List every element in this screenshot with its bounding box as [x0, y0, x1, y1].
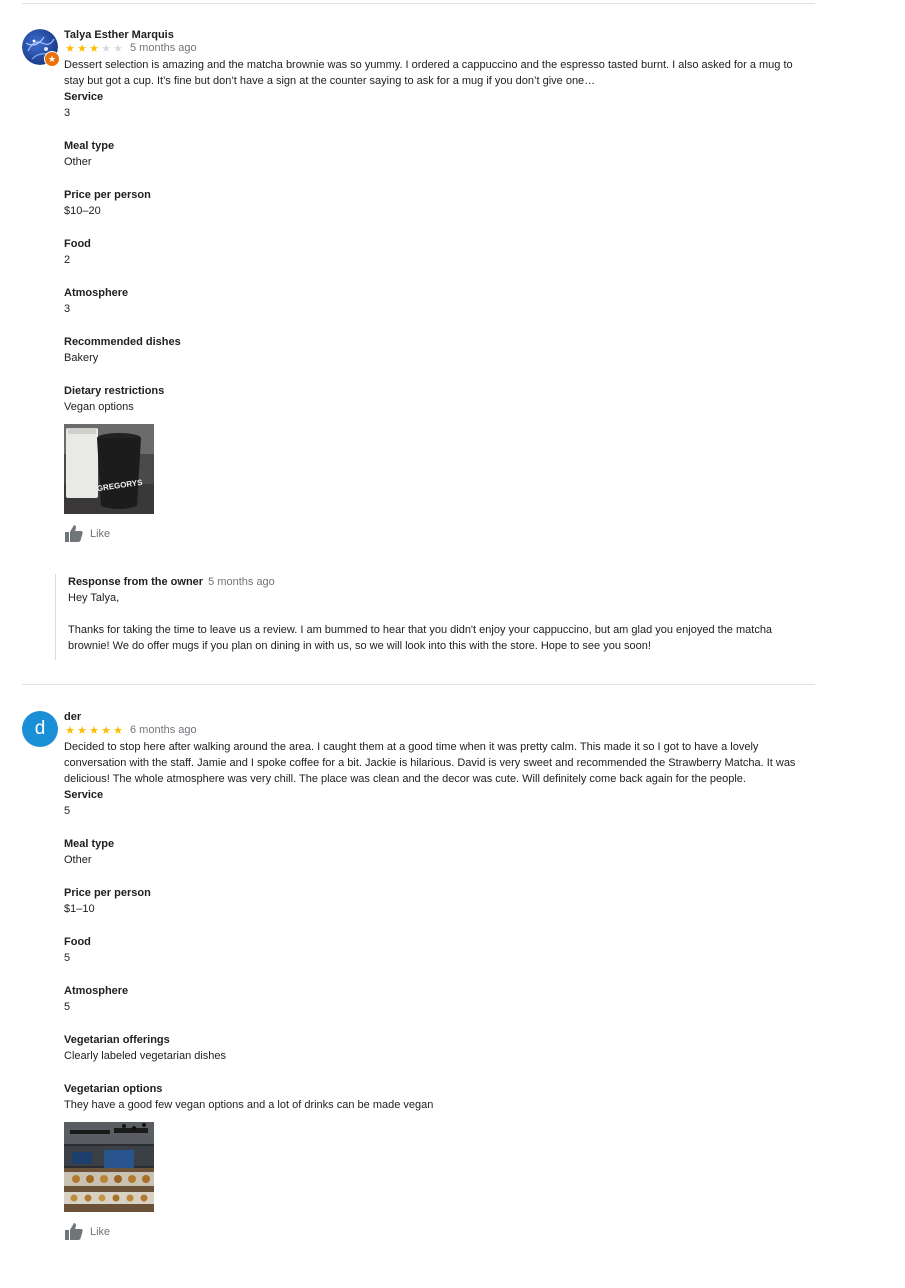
review-attribute	[64, 285, 815, 317]
attribute-value: Bakery	[64, 352, 99, 364]
review-attributes	[64, 787, 815, 1113]
attribute-label: Food	[64, 936, 91, 948]
review-content	[64, 29, 815, 544]
owner-response-header	[68, 574, 808, 590]
star-filled-icon: ★	[77, 724, 87, 737]
attribute-value: Other	[64, 854, 92, 866]
attribute-label: Price per person	[64, 887, 151, 899]
review-attribute	[64, 334, 815, 366]
review-attribute	[64, 236, 815, 268]
review-content	[64, 711, 815, 1242]
cup-logo-text: GREGORYS	[96, 477, 144, 494]
review-attribute	[64, 383, 815, 415]
attribute-value: Clearly labeled vegetarian dishes	[64, 1050, 227, 1062]
attribute-label: Service	[64, 91, 104, 103]
owner-response-greeting: Hey Talya,	[68, 592, 120, 604]
review-attribute	[64, 1032, 815, 1064]
attribute-value: 3	[64, 303, 71, 315]
star-filled-icon: ★	[89, 42, 99, 55]
review-attribute	[64, 836, 815, 868]
review-attribute	[64, 983, 815, 1015]
attribute-label: Meal type	[64, 140, 115, 152]
review-text: Dessert selection is amazing and the matcha brownie was so yummy. I ordered a cappuccino and the espresso tasted burnt. I also asked for a mug to stay but got a cup. It’s fine but don’t have a sign at the counter saying to ask for a mug if you don’t give one…	[64, 59, 793, 87]
attribute-value: 5	[64, 952, 71, 964]
review-attribute	[64, 187, 815, 219]
star-empty-icon: ★	[101, 42, 111, 55]
star-rating	[64, 43, 124, 55]
attribute-value: $10–20	[64, 205, 101, 217]
attribute-label: Atmosphere	[64, 287, 129, 299]
review-date: 5 months ago	[130, 42, 197, 54]
like-label: Like	[90, 528, 111, 540]
like-button[interactable]	[64, 524, 815, 544]
attribute-label: Recommended dishes	[64, 336, 181, 348]
attribute-value: 5	[64, 1001, 71, 1013]
review-attribute	[64, 1081, 815, 1113]
attribute-label: Atmosphere	[64, 985, 129, 997]
attribute-label: Meal type	[64, 838, 115, 850]
review-attribute	[64, 787, 815, 819]
star-filled-icon: ★	[77, 42, 87, 55]
like-button[interactable]	[64, 1222, 815, 1242]
review-attribute	[64, 885, 815, 917]
local-guide-star-icon: ★	[44, 51, 60, 67]
review-text: Decided to stop here after walking around the area. I caught them at a good time when it was pretty calm. This made it so I got to have a lovely conversation with the staff. Jamie and I spoke coffee for a bit. Jackie is hilarious. David is very sweet and recommended the Strawberry Matcha. It was delicious! The whole atmosphere was very chill. The place was clean and the decor was cute. Will definitely come back again for the people.	[64, 741, 796, 785]
star-empty-icon: ★	[113, 42, 123, 55]
star-filled-icon: ★	[65, 42, 75, 55]
attribute-value: 5	[64, 805, 71, 817]
attribute-label: Service	[64, 789, 104, 801]
review-attribute	[64, 89, 815, 121]
review-meta	[64, 724, 815, 737]
review-photo[interactable]	[64, 424, 154, 514]
review-date: 6 months ago	[130, 724, 197, 736]
owner-response	[55, 574, 808, 660]
review-attribute	[64, 934, 815, 966]
avatar[interactable]	[22, 711, 58, 747]
attribute-value: $1–10	[64, 903, 95, 915]
attribute-value: Other	[64, 156, 92, 168]
review-attributes	[64, 89, 815, 415]
review-meta	[64, 42, 815, 55]
attribute-label: Food	[64, 238, 91, 250]
attribute-label: Vegetarian offerings	[64, 1034, 170, 1046]
reviewer-name[interactable]: der	[64, 711, 82, 723]
avatar-letter: d	[22, 711, 58, 747]
attribute-value: Vegan options	[64, 401, 134, 413]
star-filled-icon: ★	[101, 724, 111, 737]
review-attribute	[64, 138, 815, 170]
attribute-label: Dietary restrictions	[64, 385, 165, 397]
owner-response-date: 5 months ago	[208, 576, 275, 588]
review-photo[interactable]	[64, 1122, 154, 1212]
review-divider	[22, 684, 815, 685]
reviewer-name[interactable]: Talya Esther Marquis	[64, 29, 174, 41]
star-rating	[64, 725, 124, 737]
review-divider	[22, 3, 815, 4]
like-label: Like	[90, 1226, 111, 1238]
star-filled-icon: ★	[89, 724, 99, 737]
star-filled-icon: ★	[65, 724, 75, 737]
attribute-value: They have a good few vegan options and a lot of drinks can be made vegan	[64, 1099, 434, 1111]
thumbs-up-icon	[64, 1222, 84, 1242]
attribute-label: Price per person	[64, 189, 151, 201]
star-filled-icon: ★	[113, 724, 123, 737]
thumbs-up-icon	[64, 524, 84, 544]
attribute-label: Vegetarian options	[64, 1083, 163, 1095]
attribute-value: 3	[64, 107, 71, 119]
owner-response-title: Response from the owner	[68, 576, 204, 588]
avatar[interactable]	[22, 29, 58, 65]
attribute-value: 2	[64, 254, 71, 266]
owner-response-text: Thanks for taking the time to leave us a review. I am bummed to hear that you didn't enjoy your cappuccino, but am glad you enjoyed the matcha brownie! We do offer mugs if you plan on dining in with us, so we will look into this with the store. Hope to see you soon!	[68, 624, 773, 652]
